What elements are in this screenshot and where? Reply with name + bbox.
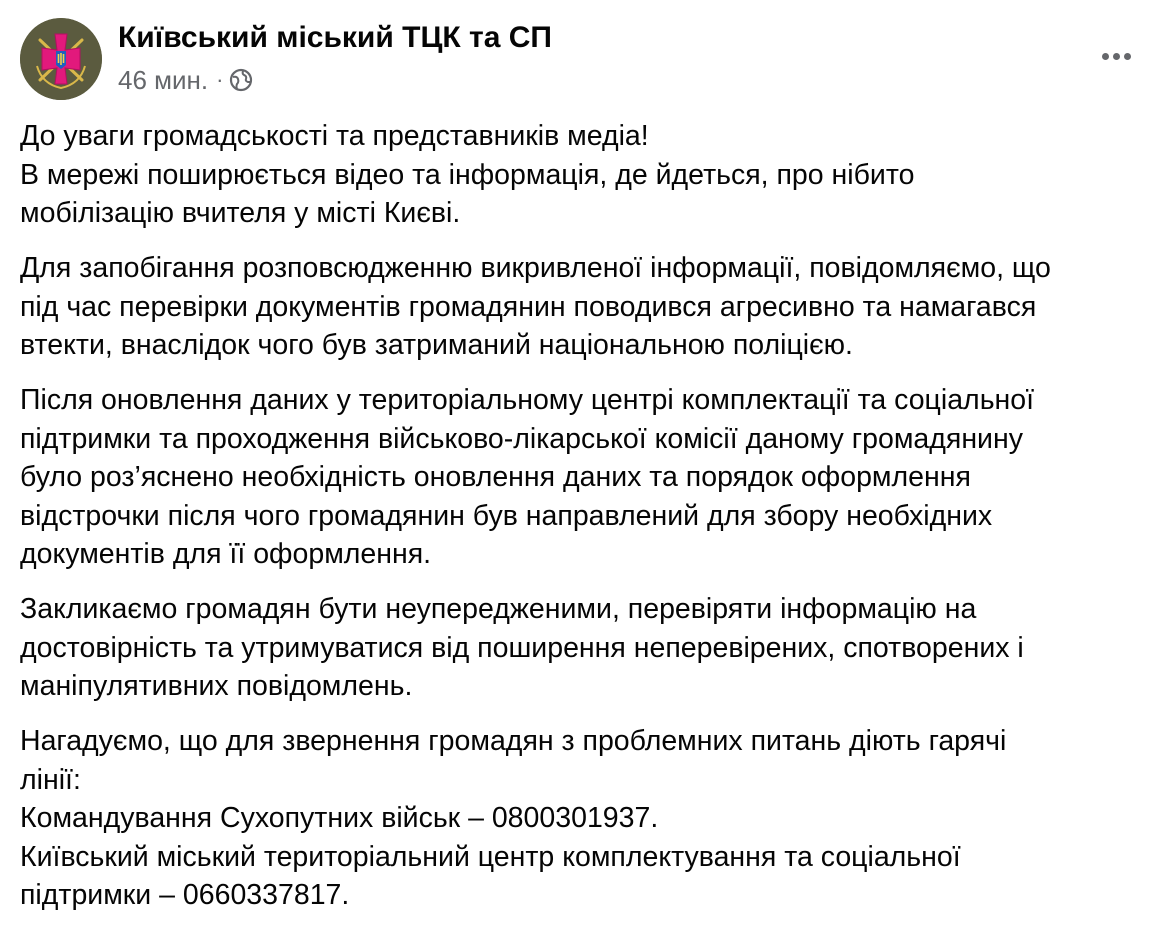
post-line: документів для її оформлення.: [20, 538, 432, 570]
post-paragraph: [20, 381, 1160, 574]
post-line: В мережі поширюється відео та інформація, де йдеться, про нібито: [20, 158, 915, 191]
post-line: втекти, внаслідок чого був затриманий національною поліцією.: [20, 329, 853, 361]
post-line: мобілізацію вчителя у місті Києві.: [20, 197, 461, 229]
post-line: підтримки та проходження військово-лікарської комісії даному громадянину: [20, 422, 1023, 455]
post-header: [0, 0, 1176, 110]
post-line: маніпулятивних повідомлень.: [20, 670, 413, 702]
post-line: під час перевірки документів громадянин поводився агресивно та намагався: [20, 290, 1037, 323]
post-line: Для запобігання розповсюдженню викривленої інформації, повідомляємо, що: [20, 252, 1051, 284]
post-line: лінії:: [20, 763, 81, 796]
post-line: підтримки – 0660337817.: [20, 879, 350, 911]
more-horizontal-icon-dot: [1113, 53, 1120, 60]
more-horizontal-icon: [1102, 53, 1109, 60]
post-paragraph: [20, 249, 1160, 365]
post-paragraph: [20, 722, 1160, 915]
post-line: достовірність та утримуватися від поширення неперевірених, спотворених і: [20, 631, 1024, 664]
post-time[interactable]: 46 мин.: [118, 64, 209, 95]
post-line: Командування Сухопутних військ – 0800301937.: [20, 802, 659, 834]
post-line: До уваги громадськості та представників медіа!: [20, 120, 649, 152]
post-line: Після оновлення даних у територіальному центрі комплектації та соціальної: [20, 384, 1035, 416]
military-emblem-icon: [20, 18, 102, 100]
meta-separator: ·: [216, 67, 224, 92]
post-text: [20, 117, 1160, 931]
post-paragraph: [20, 117, 1160, 233]
post-paragraph: [20, 590, 1160, 706]
more-horizontal-icon-dot: [1124, 53, 1131, 60]
page-avatar[interactable]: [20, 18, 102, 100]
post-line: Нагадуємо, що для звернення громадян з проблемних питань діють гарячі: [20, 725, 1007, 757]
post-line: Київський міський територіальний центр комплектування та соціальної: [20, 840, 961, 873]
post-meta: [118, 62, 253, 98]
post-line: Закликаємо громадян бути неупередженими, перевіряти інформацію на: [20, 593, 977, 625]
globe-icon[interactable]: [229, 68, 253, 92]
post-line: було роз’яснено необхідність оновлення даних та порядок оформлення: [20, 461, 971, 493]
page-name[interactable]: Київський міський ТЦК та СП: [118, 21, 552, 54]
post-line: відстрочки після чого громадянин був направлений для збору необхідних: [20, 499, 993, 532]
more-options-button[interactable]: [1092, 36, 1140, 76]
